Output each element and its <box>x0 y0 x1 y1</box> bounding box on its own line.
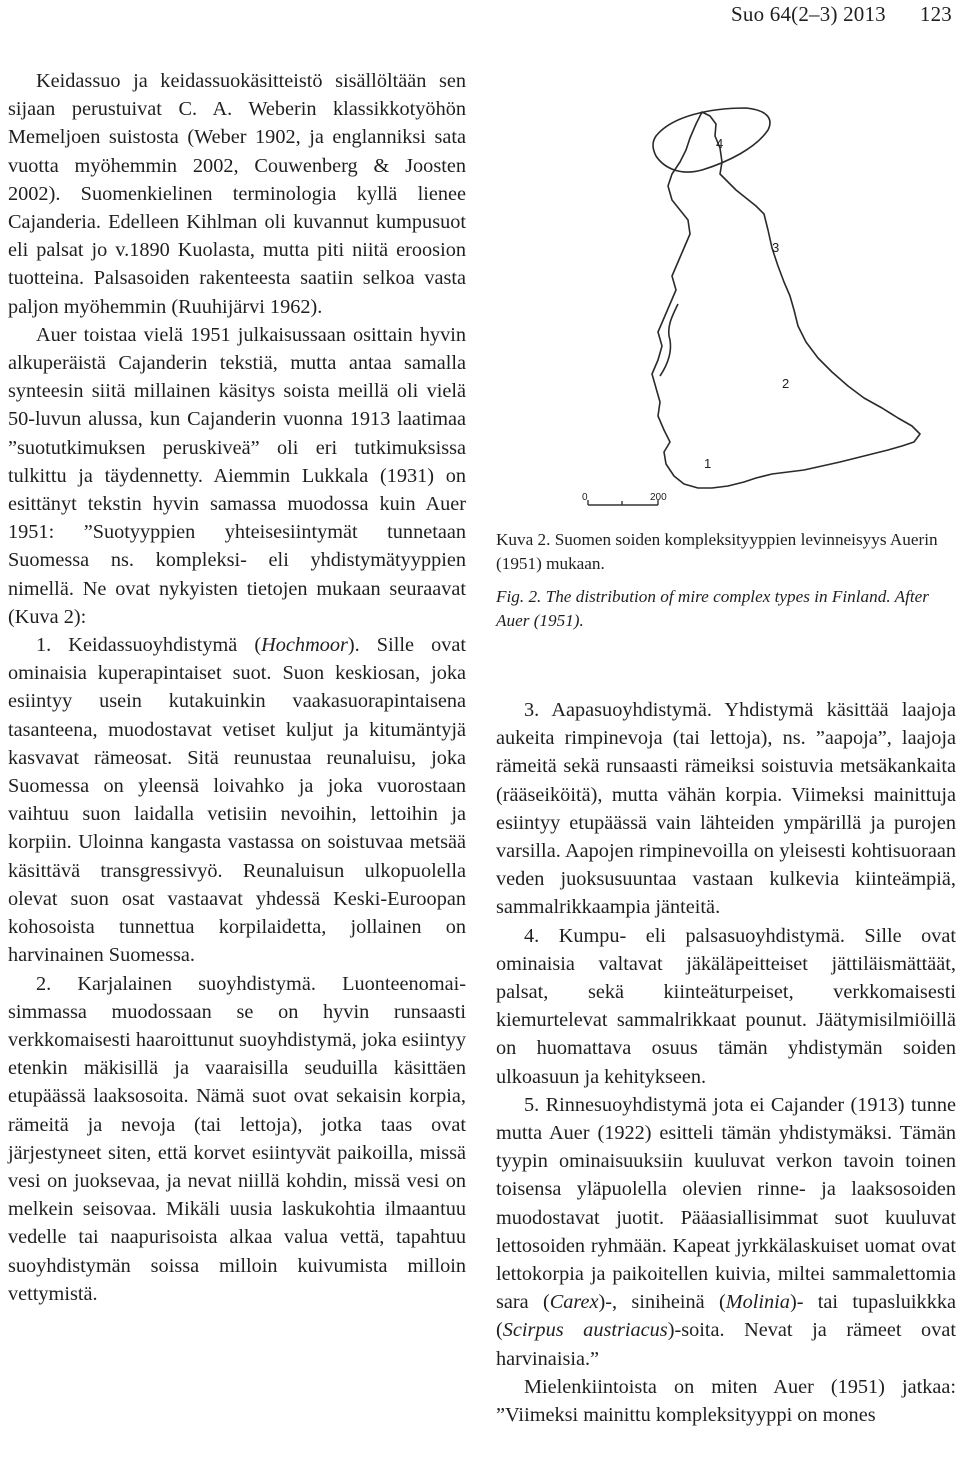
paragraph-karjalainen: 2. Karjalainen suoyhdistymä. Luonteenomaisimmassa muodossaan se on hyvin runsaasti verkkomaisesti haaroittunut suoyhdistymä, joka esiintyy etenkin mäkisillä ja vaaraisilla seuduilla käsittäen etupäässä laaksosoita. Nämä suot ovat sekaisin korpia, rämeitä ja nevoja (tai lettoja), jotka taas ovat järjestyneet siten, että korvet esiintyvät paikoilla, missä vesi on juoksevaa, ja nevat niillä kohdin, missä vesi on melkein seisovaa. Mikäli uusia laskukohtia ilmaantuu vedelle tai naapurisoista alkaa valua vettä, tapahtuu suoyhdistymän soissa milloin kuivumista milloin vettymistä. <box>8 972 466 1305</box>
journal-citation: Suo 64(2–3) 2013 <box>731 2 886 26</box>
text-run: )-soita. Nevat ja rämeet ovat harvinaisia.” <box>496 1319 956 1370</box>
finland-mire-map <box>560 90 960 530</box>
paragraph-keidassuo: Keidassuo ja keidassuokäsitteistö sisällöltään sen sijaan perustuivat C. A. Weberin klassikkotyöhön Memeljoen suistosta (Weber 1902, ja englanniksi sata vuotta myöhemmin 2002, Couwenberg & Joosten 2002). Suomenkielinen terminologia kyllä lienee Cajanderia. Edelleen Kihlman oli kuvannut kumpusuot eli palsat jo v.1890 Kuolasta, mutta piti niitä eroosion tuotteina. Palsasoiden rakenteesta saatiin selkoa vasta paljon myöhemmin (Ruuhijärvi 1962). <box>8 70 466 318</box>
region-boundary-west <box>660 304 678 376</box>
paragraph-mielenkiintoista: Mielenkiintoista on miten Auer (1951) jatkaa: ”Viimeksi mainittu kompleksityyppi on mones <box>496 1375 956 1427</box>
map-label-2: 2 <box>782 376 790 391</box>
text-run: )- tai tupasluikkka ( <box>496 1291 956 1342</box>
term-hochmoor: Hochmoor <box>261 634 348 657</box>
term-scirpus: Scirpus austriacus <box>502 1319 668 1342</box>
finland-outline <box>652 112 920 488</box>
map-label-3: 3 <box>772 240 780 255</box>
map-drawing <box>560 90 960 530</box>
left-column <box>8 67 466 1308</box>
paragraph-aapasuo: 3. Aapasuoyhdistymä. Yhdistymä käsittää laajoja aukeita rimpinevoja (tai lettoja), ns. ”aapoja”, laajoja rämeitä sekä runsaasti rämeiksi soistuvia metsäkankaita (rääseiköitä), mutta vähän korpia. Viimeksi mainittuja esiintyy etupäässä vain lähteiden ympärillä ja purojen varsilla. Aapojen rimpinevoilla on yleisesti kohtisuoraan veden juoksusuuntaa vastaan kulkevia kiinteämpiä, sammalrikkaampia jänteitä. <box>496 699 956 919</box>
term-carex: Carex <box>549 1291 599 1314</box>
map-label-1: 1 <box>704 456 712 471</box>
right-column <box>496 696 956 1429</box>
term-molinia: Molinia <box>725 1291 790 1314</box>
paragraph-rinnesuo <box>496 1091 956 1373</box>
scale-start-label: 0 <box>582 492 588 503</box>
text-run: )-, siniheinä ( <box>598 1291 726 1314</box>
running-header <box>731 2 952 27</box>
text-run: ). Sille ovat ominaisia kuperapintaiset suot. Suon keskiosan, joka esiintyy usein kutakuinkin vaakasuorapintaisena tasanteena, muodostavat vetiset kuljut ja kitumäntyjä kasvavat rämeosat. Sitä reunustaa reunaluisu, joka Suomessa on yleensä loivahko ja joka vuorostaan vaihtuu suon laidalla vetisiin nevoihin, lettoihin ja korpiin. Uloinna kangasta vastassa on soistuvaa metsää käsittävä transgressivyö. Reunaluisun ulkopuolella olevat suon osat vastaavat yhdessä Keski-Euroopan kohosoista tunnettua korpilaidetta, jollainen on harvinainen Suomessa. <box>8 634 466 967</box>
caption-finnish: Kuva 2. Suomen soiden kompleksityyppien levinneisyys Auerin (1951) mukaan. <box>496 530 938 573</box>
text-run: 5. Rinnesuoyhdistymä jota ei Cajander (1913) tunne mutta Auer (1922) esitteli tämän yhdistymäksi. Tämän tyypin ominaisuuksiin kuuluvat verkon tavoin toinen toisensa yläpuolella olevien rinne- ja laaksosoiden muodostavat juotit. Pääasiallisimmat suot kuuluvat lettosoiden ryhmään. Kapeat jyrkkälaskuiset uomat ovat lettokorpia ja paikoitellen kuivia, miltei sammalettomia sara ( <box>496 1093 956 1314</box>
page-number: 123 <box>919 2 952 26</box>
scale-bar <box>588 500 658 505</box>
map-label-4: 4 <box>716 136 724 151</box>
paragraph-auer: Auer toistaa vielä 1951 julkaisussaan osittain hyvin alkuperäistä Cajanderin tekstiä, mutta antaa samalla synteesin siitä millainen käsitys soista meillä oli vielä 50-luvun alussa, kun Cajanderin vuonna 1913 laatimaa ”suotutkimuksen peruskiveä” oli eri tutkimuksissa tulkittu ja täydennetty. Aiemmin Lukkala (1931) on esittänyt tekstin hyvin samassa muodossa kuin Auer 1951: ”Suotyyppien yhteisesiintymät tunnetaan Suomessa ns. kompleksi- eli yhdistymätyyppien nimellä. Ne ovat nykyisten tietojen mukaan seuraavat (Kuva 2): <box>8 323 466 628</box>
paragraph-keidassuoyhdistyma <box>8 631 466 969</box>
scale-end-label: 200 <box>650 492 667 503</box>
text-run: 1. Keidassuoyhdistymä ( <box>36 634 262 657</box>
figure-caption <box>496 528 958 642</box>
paragraph-palsasuo: 4. Kumpu- eli palsasuoyhdistymä. Sille ovat ominaisia valtavat jäkäläpeitteiset jättiläismättäät, palsat, sekä kiinteäturpeiset, verkkomaisesti kiemurtelevat sammalrikkaat pounut. Jäätymisilmiöillä on huomattava osuus tämän yhdistymän soiden ulkoasuun ja kehitykseen. <box>496 924 956 1088</box>
caption-english: Fig. 2. The distribution of mire complex types in Finland. After Auer (1951). <box>496 587 929 630</box>
